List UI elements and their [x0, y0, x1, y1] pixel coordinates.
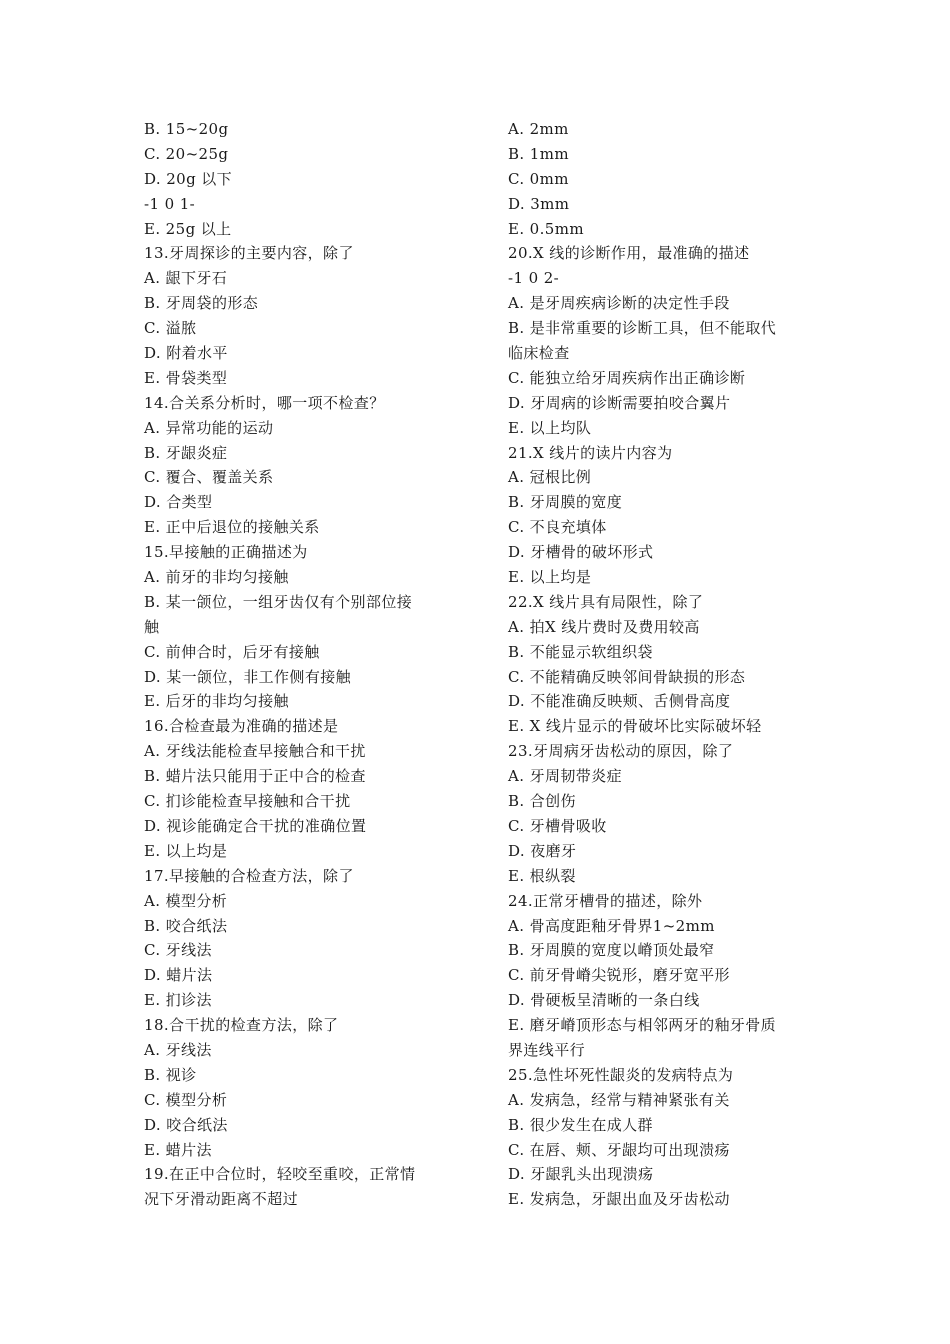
left-column-line: B. 15~20g [144, 120, 229, 138]
left-column-line: B. 咬合纸法 [144, 916, 228, 935]
left-column-line: C. 扪诊能检查早接触和合干扰 [144, 792, 351, 811]
right-column-line: B. 很少发生在成人群 [508, 1115, 653, 1134]
right-column-line: D. 牙龈乳头出现溃疡 [508, 1165, 654, 1184]
left-column-line: C. 模型分析 [144, 1090, 228, 1109]
right-column-line: B. 1mm [508, 144, 569, 163]
left-column-line: C. 溢脓 [144, 319, 197, 338]
right-column-line: A. 牙周韧带炎症 [508, 767, 622, 786]
right-column-line: B. 合创伤 [508, 792, 576, 811]
right-column-line: 25.急性坏死性龈炎的发病特点为 [508, 1065, 734, 1084]
left-column-line: E. 以上均是 [144, 841, 228, 860]
left-column-line: D. 20g 以下 [144, 169, 233, 188]
right-column-line: E. 以上均是 [508, 568, 592, 587]
right-column-line: D. 3mm [508, 194, 570, 213]
left-column-line: E. 后牙的非均匀接触 [144, 692, 289, 711]
right-column-line: 24.正常牙槽骨的描述，除外 [508, 891, 703, 910]
left-column-line: A. 龈下牙石 [144, 269, 228, 288]
left-column-line: A. 前牙的非均匀接触 [144, 568, 289, 587]
left-column-line: D. 某一颌位，非工作侧有接触 [144, 667, 352, 686]
right-column-line: D. 夜磨牙 [508, 841, 577, 860]
right-column-line: C. 前牙骨嵴尖锐形，磨牙宽平形 [508, 966, 730, 985]
right-column-line: A. 骨高度距釉牙骨界1~2mm [508, 916, 715, 935]
right-column-line: C. 不能精确反映邻间骨缺损的形态 [508, 667, 746, 686]
right-column-line: A. 2mm [508, 120, 569, 138]
left-column-line: -1 0 1- [144, 194, 196, 213]
right-column-line: C. 不良充填体 [508, 518, 607, 537]
left-column-line: 18.合干扰的检查方法，除了 [144, 1016, 339, 1035]
left-column-line: E. 扪诊法 [144, 991, 212, 1010]
right-column-line: 22.X 线片具有局限性，除了 [508, 592, 704, 611]
left-column-line: B. 牙龈炎症 [144, 443, 228, 462]
left-column-line: 13.牙周探诊的主要内容，除了 [144, 244, 354, 263]
right-column-line: -1 0 2- [508, 269, 560, 288]
right-column-line: C. 0mm [508, 169, 569, 188]
left-column-line: A. 牙线法能检查早接触合和干扰 [144, 742, 366, 761]
right-column-line: C. 在唇、颊、牙龈均可出现溃疡 [508, 1140, 730, 1159]
left-column-line: E. 25g 以上 [144, 219, 232, 238]
right-column-line: C. 能独立给牙周疾病作出正确诊断 [508, 368, 746, 387]
right-column-line: E. 磨牙嵴顶形态与相邻两牙的釉牙骨质 [508, 1016, 777, 1035]
right-column-line: D. 牙槽骨的破坏形式 [508, 543, 654, 562]
right-column-line: E. 发病急，牙龈出血及牙齿松动 [508, 1190, 730, 1209]
left-column-line: A. 异常功能的运动 [144, 418, 274, 437]
left-column-line: 触 [144, 617, 160, 636]
right-column-line: B. 不能显示软组织袋 [508, 642, 653, 661]
right-column-line: B. 牙周膜的宽度 [508, 493, 623, 512]
right-column-line: 23.牙周病牙齿松动的原因，除了 [508, 742, 734, 761]
left-column-line: 况下牙滑动距离不超过 [144, 1190, 299, 1209]
left-column-line: D. 合类型 [144, 493, 213, 512]
right-column-line: B. 牙周膜的宽度以嵴顶处最窄 [508, 941, 715, 960]
left-column-line: 14.合关系分析时，哪一项不检查？ [144, 393, 385, 412]
left-column-line: 19.在正中合位时，轻咬至重咬，正常情 [144, 1165, 416, 1184]
left-column-line: B. 视诊 [144, 1065, 197, 1084]
left-column-line: B. 某一颌位，一组牙齿仅有个别部位接 [144, 592, 413, 611]
right-column-line: 界连线平行 [508, 1040, 586, 1059]
left-column-line: 16.合检查最为准确的描述是 [144, 717, 339, 736]
right-column-line: E. 以上均队 [508, 418, 592, 437]
left-column-line: E. 正中后退位的接触关系 [144, 518, 320, 537]
left-column-line: C. 覆合、覆盖关系 [144, 468, 274, 487]
right-column-line: D. 牙周病的诊断需要拍咬合翼片 [508, 393, 731, 412]
right-column-line: E. 根纵裂 [508, 866, 576, 885]
left-column-line: D. 附着水平 [144, 344, 228, 363]
right-column-line: D. 骨硬板呈清晰的一条白线 [508, 991, 700, 1010]
left-column-line: A. 牙线法 [144, 1040, 212, 1059]
right-column-line: A. 拍X 线片费时及费用较高 [508, 617, 700, 636]
right-column-line: A. 是牙周疾病诊断的决定性手段 [508, 294, 730, 313]
left-column-line: C. 20~25g [144, 144, 229, 163]
right-column-line: A. 冠根比例 [508, 468, 592, 487]
left-column-line: C. 前伸合时，后牙有接触 [144, 642, 320, 661]
right-text-column [508, 117, 808, 1212]
right-column-line: 临床检查 [508, 344, 570, 363]
right-column-line: 21.X 线片的读片内容为 [508, 443, 673, 462]
left-column-line: D. 视诊能确定合干扰的准确位置 [144, 816, 367, 835]
left-column-line: D. 蜡片法 [144, 966, 213, 985]
right-column-line: C. 牙槽骨吸收 [508, 816, 607, 835]
left-text-column [144, 117, 444, 1212]
right-column-line: A. 发病急，经常与精神紧张有关 [508, 1090, 730, 1109]
left-column-line: E. 蜡片法 [144, 1140, 212, 1159]
left-column-line: B. 蜡片法只能用于正中合的检查 [144, 767, 366, 786]
right-column-line: E. 0.5mm [508, 219, 584, 238]
right-column-line: D. 不能准确反映颊、舌侧骨高度 [508, 692, 731, 711]
left-column-line: C. 牙线法 [144, 941, 212, 960]
right-column-line: E. X 线片显示的骨破坏比实际破坏轻 [508, 717, 762, 736]
right-column-line: B. 是非常重要的诊断工具，但不能取代 [508, 319, 777, 338]
left-column-line: B. 牙周袋的形态 [144, 294, 259, 313]
right-column-line: 20.X 线的诊断作用，最准确的描述 [508, 244, 750, 263]
left-column-line: E. 骨袋类型 [144, 368, 228, 387]
left-column-line: 17.早接触的合检查方法，除了 [144, 866, 354, 885]
left-column-line: A. 模型分析 [144, 891, 228, 910]
left-column-line: D. 咬合纸法 [144, 1115, 228, 1134]
left-column-line: 15.早接触的正确描述为 [144, 543, 308, 562]
